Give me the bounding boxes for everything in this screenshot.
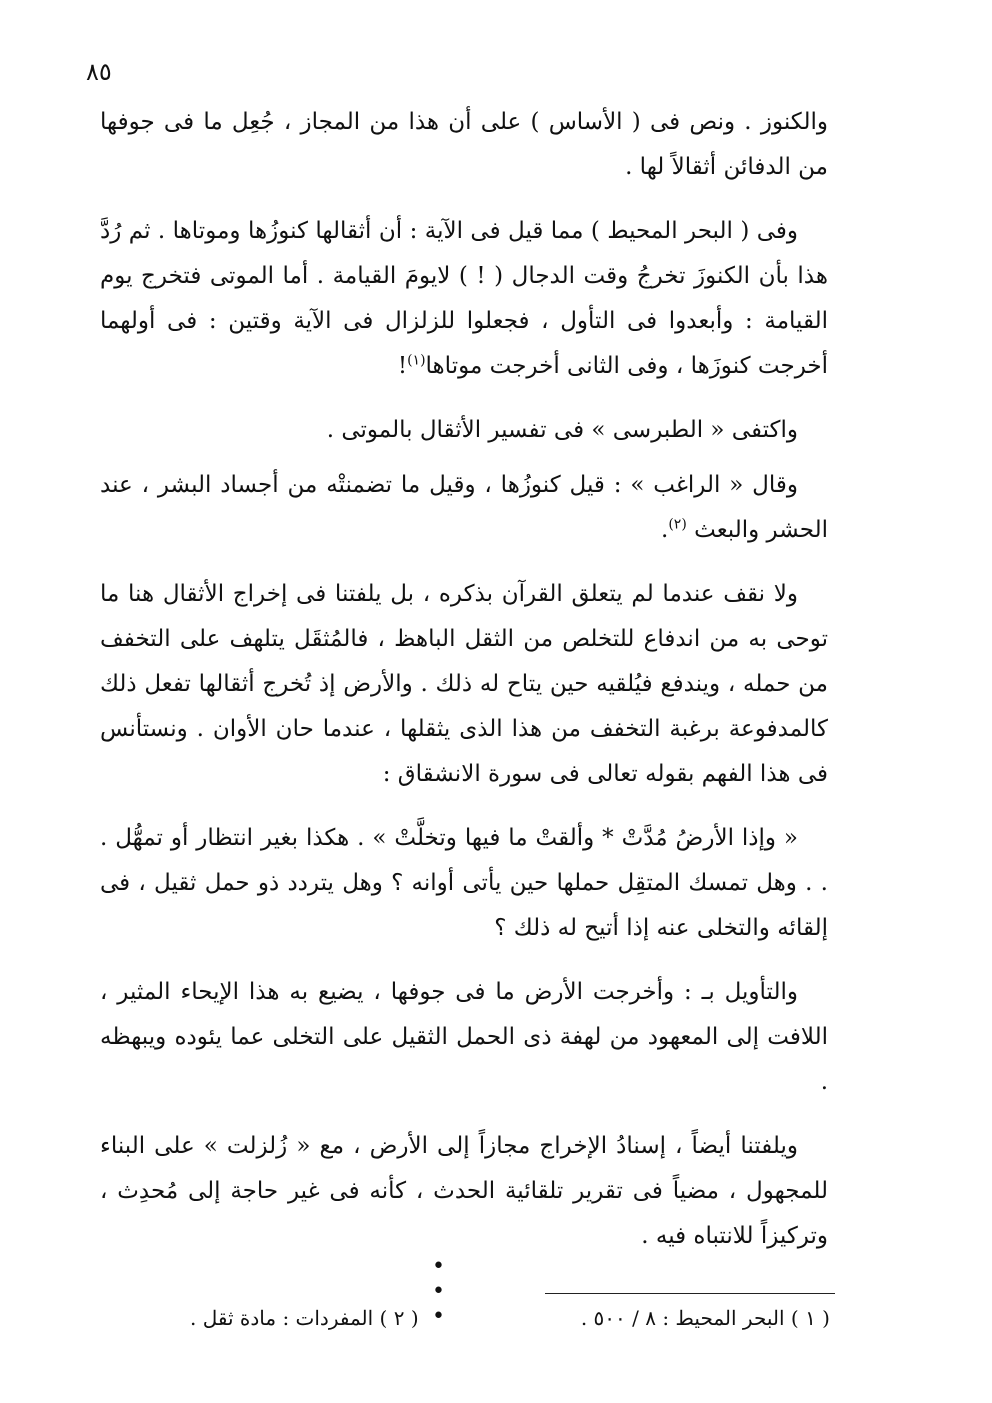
- footnote-mark-1: (١): [407, 352, 426, 369]
- paragraph-4-text: وقال « الراغب » : قيل كنوزُها ، وقيل ما تضمنتْه من أجساد البشر ، عند الحشر والبعث: [100, 472, 828, 543]
- paragraph-8: ويلفتنا أيضاً ، إسنادُ الإخراج مجازاً إلى الأرض ، مع « زُلزلت » على البناء للمجهول ، مضياً فى تقرير تلقائية الحدث ، كأنه فى غير حاجة إلى مُحدِث ، وتركيزاً للانتباه فيه .: [100, 1133, 828, 1249]
- paragraph-5: ولا نقف عندما لم يتعلق القرآن بذكره ، بل يلفتنا فى إخراج الأثقال هنا ما توحى به من اندفاع للتخلص من الثقل الباهظ ، فالمُثقَل يتلهف على التخفف من حمله ، ويندفع فيُلقيه حين يتاح له ذلك . والأرض إذ تُخرج أثقالها تفعل ذلك كالمدفوعة برغبة التخفف من هذا الذى يثقلها ، عندما حان الأوان . ونستأنس فى هذا الفهم بقوله تعالى فى سورة الانشقاق :: [100, 581, 828, 787]
- footnote-2: ( ٢ ) المفردات : مادة ثقل .: [190, 1306, 419, 1330]
- paragraph-4: [100, 463, 828, 553]
- page-number: ٨٥: [86, 58, 112, 86]
- paragraph-3: واكتفى « الطبرسى » فى تفسير الأثقال بالموتى .: [326, 417, 798, 443]
- footnote-mark-2: (٢): [668, 516, 687, 533]
- section-separator: • • •: [432, 1254, 463, 1329]
- body-text: [100, 100, 828, 1278]
- paragraph-4-end: .: [661, 517, 669, 543]
- paragraph-7: والتأويل بـ : وأخرجت الأرض ما فى جوفها ، يضيع به هذا الإيحاء المثير ، اللافت إلى المعهود من لهفة ذى الحمل الثقيل على التخلى عما يئوده ويبهظه .: [100, 979, 828, 1095]
- paragraph-2-end: !: [397, 353, 408, 379]
- footnotes: [190, 1302, 830, 1334]
- paragraph-1: والكنوز . ونص فى ( الأساس ) على أن هذا من المجاز ، جُعِل ما فى جوفها من الدفائن أثقالاً لها .: [100, 109, 828, 180]
- footnote-1: ( ١ ) البحر المحيط : ٨ / ٥٠٠ .: [580, 1306, 830, 1330]
- footnote-divider: [545, 1293, 835, 1294]
- paragraph-2-text: وفى ( البحر المحيط ) مما قيل فى الآية : أن أثقالها كنوزُها وموتاها . ثم رُدَّ هذا بأن الكنوزَ تخرجُ وقت الدجال ( ! ) لايومَ القيامة . أما الموتى فتخرج يوم القيامة : وأبعدوا فى التأول ، فجعلوا للزلزال فى الآية وقتين : فى أولهما أخرجت كنوزَها ، وفى الثانى أخرجت موتاها: [100, 218, 828, 379]
- paragraph-2: [100, 209, 828, 389]
- paragraph-6: « وإذا الأرضُ مُدَّتْ * وألقتْ ما فيها وتخلَّتْ » . هكذا بغير انتظار أو تمهُّل . . . وهل تمسك المتقِل حملها حين يأتى أوانه ؟ وهل يتردد ذو حمل ثقيل ، فى إلقائه والتخلى عنه إذا أتيح له ذلك ؟: [100, 825, 828, 941]
